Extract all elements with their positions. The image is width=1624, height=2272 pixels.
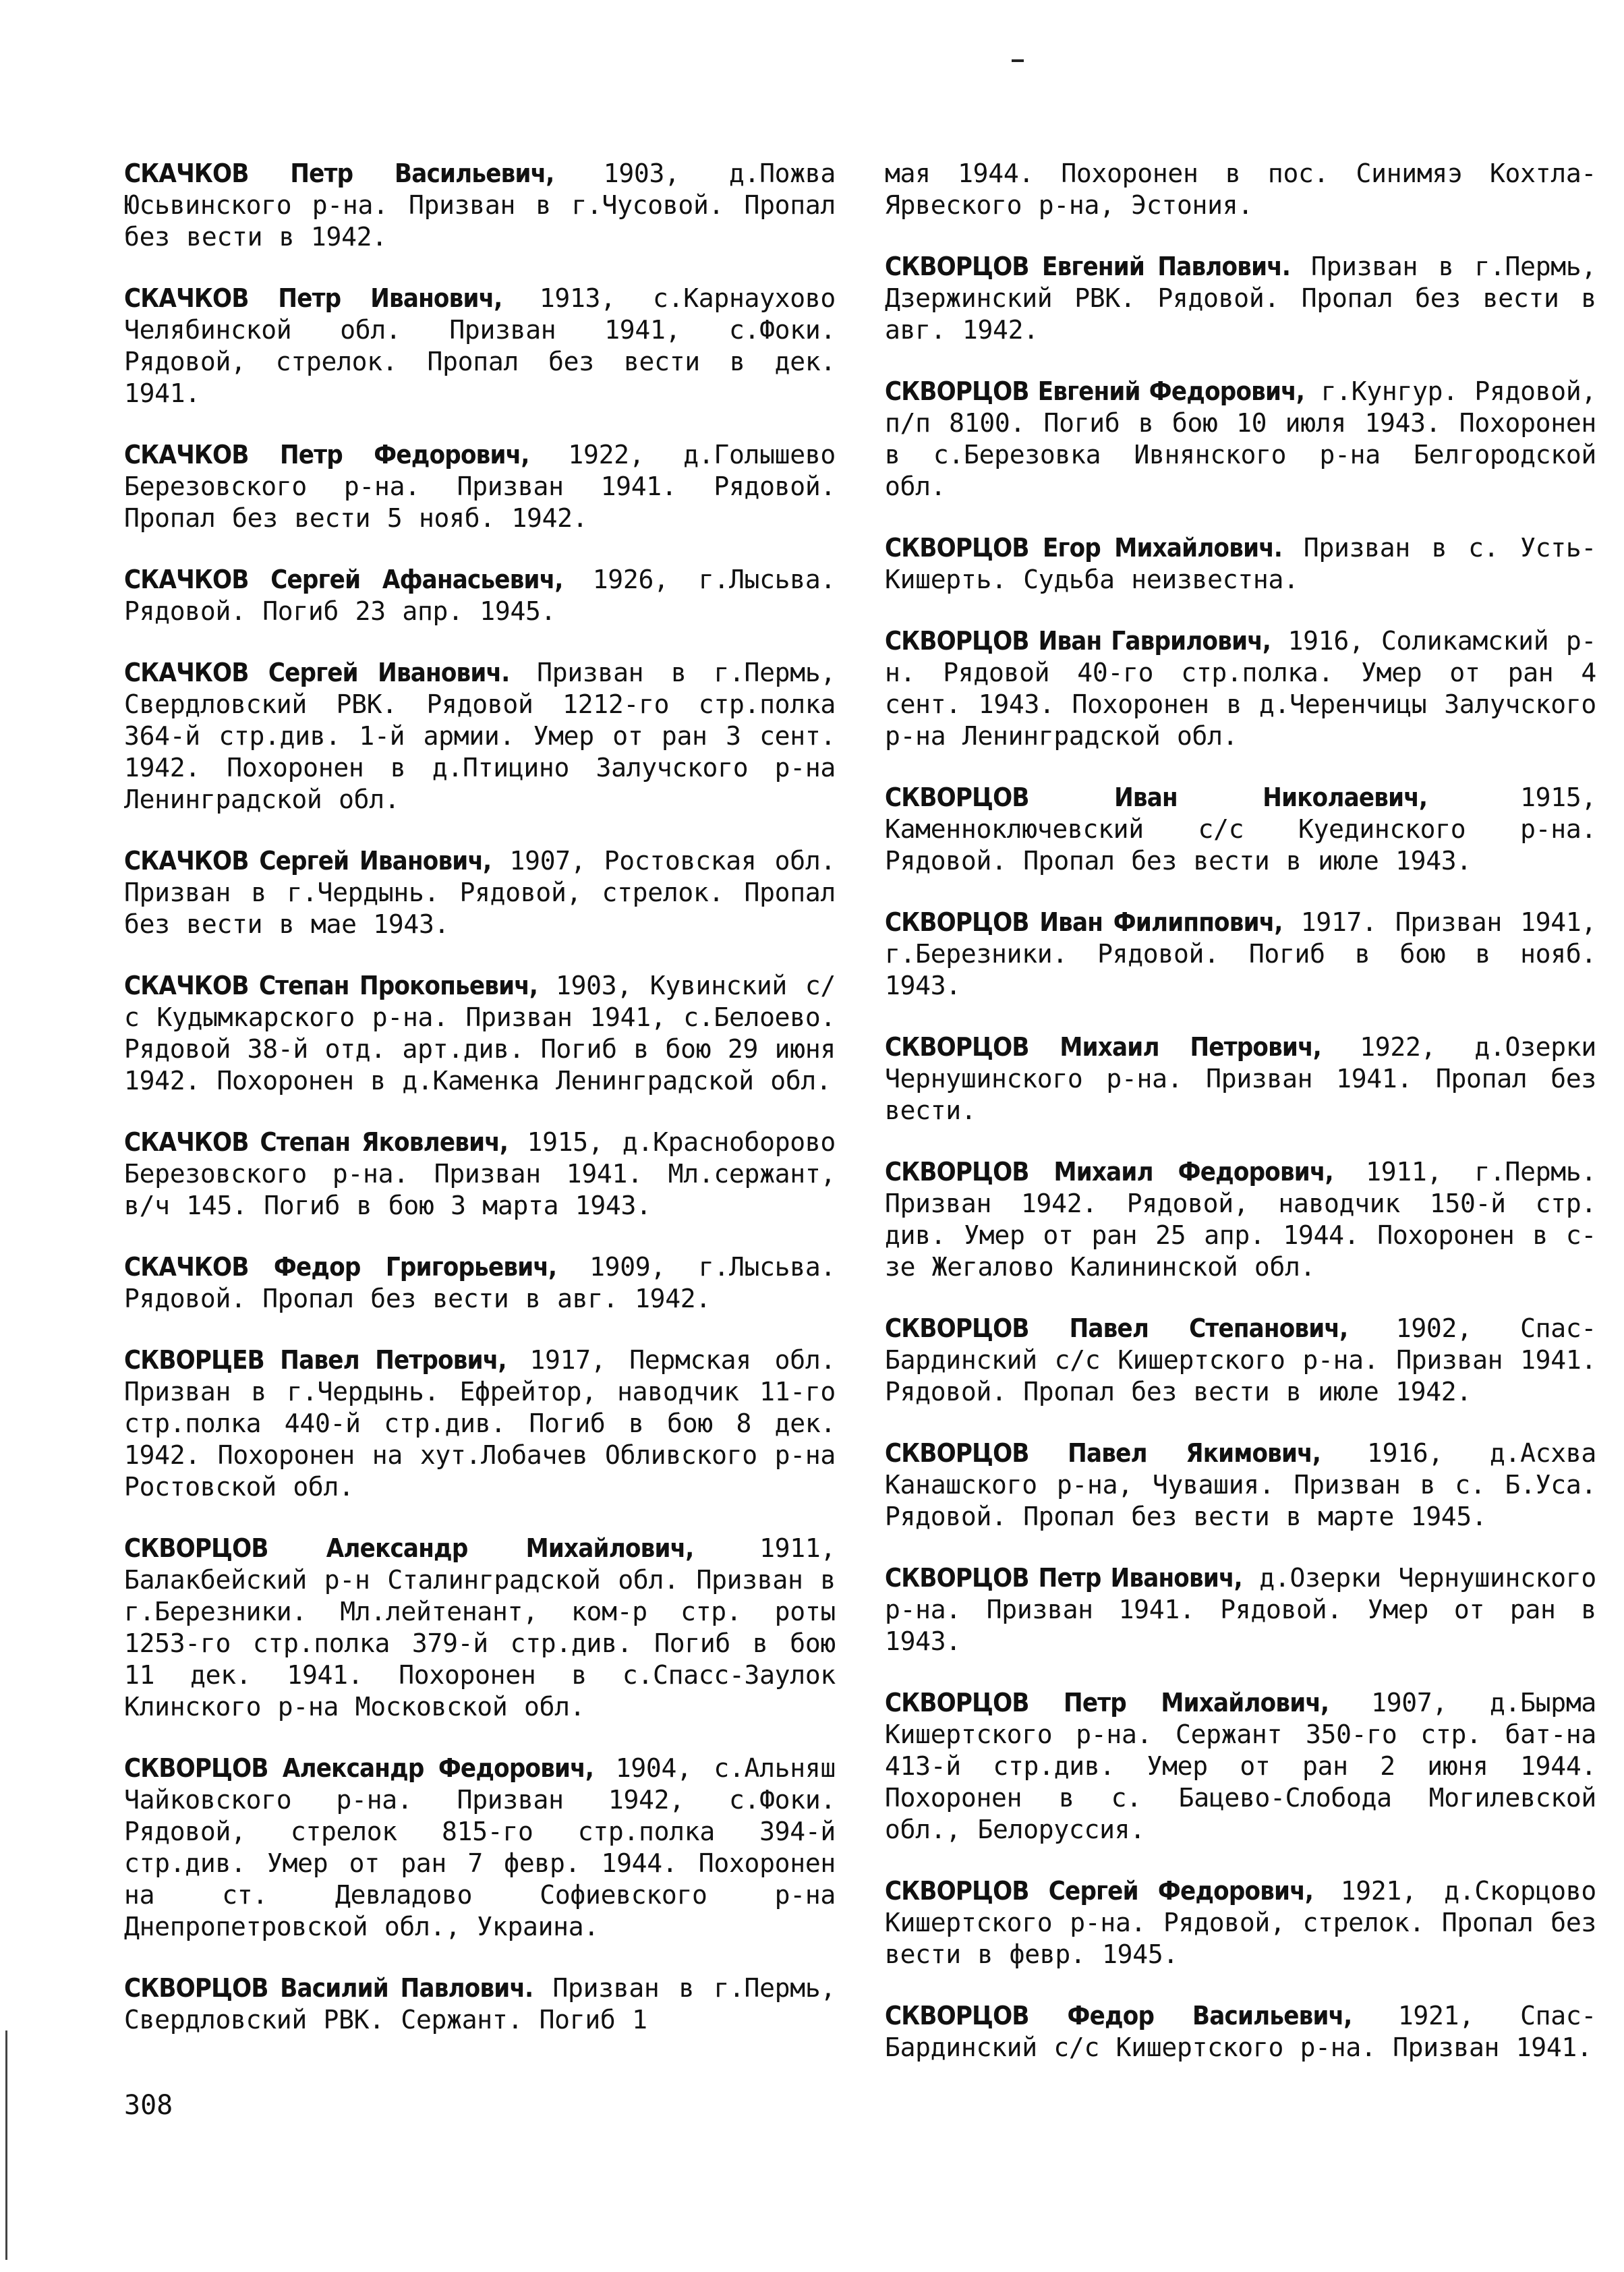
entry <box>885 625 1596 752</box>
entry-name: СКВОРЦОВ Евгений Федорович, <box>885 376 1305 406</box>
entry-name: СКВОРЦЕВ Павел Петрович, <box>124 1345 506 1375</box>
entry-text: 1902, Спас-Бардинский с/с Кишертского р-на. Призван 1941. Рядовой. Пропал без вести в июле 1942. <box>885 1313 1596 1407</box>
entry <box>124 564 836 627</box>
left-column <box>124 158 836 2066</box>
page-number: 308 <box>124 2090 173 2121</box>
entry-name: СКВОРЦОВ Михаил Федорович, <box>885 1157 1333 1187</box>
entry-name: СКАЧКОВ Петр Федорович, <box>124 440 529 470</box>
entry-text: 1916, д.Асхва Канашского р-на, Чувашия. Призван в с. Б.Уса. Рядовой. Пропал без вести в марте 1945. <box>885 1438 1597 1531</box>
entry <box>885 1438 1596 1533</box>
entry <box>885 1313 1596 1408</box>
entry-text: 1917, Пермская обл. Призван в г.Чердынь. Ефрейтор, наводчик 11-го стр.полка 440-й стр.див. Погиб в бою 8 дек. 1942. Похоронен на хут.Лобачев Обливского р-на Ростовской обл. <box>124 1345 836 1502</box>
entry-name: СКВОРЦОВ Иван Филиппович, <box>885 907 1283 937</box>
entry-name: СКВОРЦОВ Павел Якимович, <box>885 1438 1321 1468</box>
entry-text: 1909, г.Лысьва. Рядовой. Пропал без вести в авг. 1942. <box>124 1252 836 1313</box>
entry <box>124 1753 836 1943</box>
entry-name: СКВОРЦОВ Федор Васильевич, <box>885 2001 1352 2030</box>
entry <box>124 970 836 1097</box>
entry <box>885 1875 1596 1970</box>
entry <box>885 1031 1596 1127</box>
entry-text: 1911, г.Пермь. Призван 1942. Рядовой, наводчик 150-й стр. див. Умер от ран 25 апр. 1944. Похоронен в с-зе Жегалово Калининской обл. <box>885 1157 1597 1282</box>
entry-text: 1903, д.Пожва Юсьвинского р-на. Призван в г.Чусовой. Пропал без вести в 1942. <box>124 159 836 252</box>
entry-text: 1921, д.Скорцово Кишертского р-на. Рядовой, стрелок. Пропал без вести в февр. 1945. <box>885 1876 1596 1969</box>
entry <box>124 439 836 534</box>
entry-name: СКАЧКОВ Степан Яковлевич, <box>124 1127 509 1157</box>
entry-text: 1915, Каменноключевский с/с Куединского р-на. Рядовой. Пропал без вести в июле 1943. <box>885 783 1596 876</box>
entry-text: 1921, Спас-Бардинский с/с Кишертского р-на. Призван 1941. <box>885 2001 1596 2062</box>
entry-text: мая 1944. Похоронен в пос. Синимяэ Кохтла-Ярвеского р-на, Эстония. <box>885 159 1596 220</box>
entry-text: Призван в г.Пермь, Свердловский РВК. Рядовой 1212-го стр.полка 364-й стр.див. 1-й армии. Умер от ран 3 сент. 1942. Похоронен в д.Птицино Залучского р-на Ленинградской обл. <box>124 658 836 814</box>
entry <box>885 1562 1596 1657</box>
entry-name: СКВОРЦОВ Павел Степанович, <box>885 1313 1348 1343</box>
entry-text: 1907, Ростовская обл. Призван в г.Чердынь. Рядовой, стрелок. Пропал без вести в мае 1943. <box>124 846 836 939</box>
entry-name: СКВОРЦОВ Петр Михайлович, <box>885 1688 1329 1717</box>
entry <box>124 1972 836 2036</box>
entry-text: 1916, Соликамский р-н. Рядовой 40-го стр.полка. Умер от ран 4 сент. 1943. Похоронен в д.Черенчицы Залучского р-на Ленинградской обл. <box>885 626 1596 751</box>
entry-name: СКАЧКОВ Федор Григорьевич, <box>124 1252 557 1282</box>
entry <box>885 907 1596 1002</box>
entry-text: Призван в г.Пермь, Дзержинский РВК. Рядовой. Пропал без вести в авг. 1942. <box>885 252 1596 345</box>
entry-text: Призван в с. Усть-Кишерть. Судьба неизвестна. <box>885 533 1596 594</box>
entry-name: СКАЧКОВ Степан Прокопьевич, <box>124 971 538 1000</box>
entry <box>124 1533 836 1723</box>
entry-name: СКАЧКОВ Сергей Иванович. <box>124 658 510 687</box>
entry-name: СКАЧКОВ Сергей Афанасьевич, <box>124 565 563 594</box>
entry-text: 1903, Кувинский с/с Кудымкарского р-на. Призван 1941, с.Белоево. Рядовой 38-й отд. арт.див. Погиб в бою 29 июня 1942. Похоронен в д.Каменка Ленинградской обл. <box>124 971 836 1096</box>
entry-name: СКВОРЦОВ Иван Гаврилович, <box>885 626 1271 656</box>
entry-name: СКАЧКОВ Петр Васильевич, <box>124 159 554 188</box>
entry-name: СКАЧКОВ Сергей Иванович, <box>124 846 492 876</box>
entry <box>124 845 836 940</box>
entry-text: 1911, Балакбейский р-н Сталинградской обл. Призван в г.Березники. Мл.лейтенант, ком-р стр. роты 1253-го стр.полка 379-й стр.див. Погиб в бою 11 дек. 1941. Похоронен в с.Спасс-Заулок Клинского р-на Московской обл. <box>124 1533 836 1722</box>
entry-name: СКВОРЦОВ Евгений Павлович. <box>885 252 1291 281</box>
entry-text: д.Озерки Чернушинского р-на. Призван 1941. Рядовой. Умер от ран в 1943. <box>885 1563 1596 1656</box>
entry <box>885 532 1596 596</box>
entry-name: СКВОРЦОВ Василий Павлович. <box>124 1973 533 2003</box>
entry-name: СКВОРЦОВ Александр Федорович, <box>124 1753 594 1783</box>
entry-text: 1917. Призван 1941, г.Березники. Рядовой. Погиб в бою в нояб. 1943. <box>885 907 1597 1000</box>
entry <box>885 251 1596 346</box>
entry <box>124 1127 836 1222</box>
entry-text: 1922, д.Озерки Чернушинского р-на. Призван 1941. Пропал без вести. <box>885 1032 1596 1125</box>
entry-name: СКВОРЦОВ Иван Николаевич, <box>885 783 1428 812</box>
scan-mark <box>1012 59 1024 62</box>
entry <box>885 158 1596 221</box>
entry-text: 1913, с.Карнаухово Челябинской обл. Призван 1941, с.Фоки. Рядовой, стрелок. Пропал без вести в дек. 1941. <box>124 283 836 408</box>
entry-text: 1907, д.Бырма Кишертского р-на. Сержант 350-го стр. бат-на 413-й стр.див. Умер от ран 2 июня 1944. Похоронен в с. Бацево-Слобода Могилевской обл., Белоруссия. <box>885 1688 1596 1844</box>
entry <box>885 376 1596 503</box>
entry-name: СКВОРЦОВ Михаил Петрович, <box>885 1032 1321 1062</box>
entry-name: СКВОРЦОВ Александр Михайлович, <box>124 1533 694 1563</box>
entry <box>124 283 836 409</box>
entry <box>885 1156 1596 1283</box>
entry-name: СКВОРЦОВ Петр Иванович, <box>885 1563 1242 1593</box>
entry-text: 1904, с.Альняш Чайковского р-на. Призван 1942, с.Фоки. Рядовой, стрелок 815-го стр.полка 394-й стр.див. Умер от ран 7 февр. 1944. Похоронен на ст. Девладово Софиевского р-на Днепропетровской обл., Украина. <box>124 1753 836 1941</box>
entry-text: Призван в г.Пермь, Свердловский РВК. Сержант. Погиб 1 <box>124 1973 836 2035</box>
right-column <box>885 158 1596 2093</box>
entry-text: 1915, д.Красноборово Березовского р-на. Призван 1941. Мл.сержант, в/ч 145. Погиб в бою 3 марта 1943. <box>124 1127 836 1220</box>
entry <box>124 657 836 816</box>
entry-name: СКАЧКОВ Петр Иванович, <box>124 283 502 313</box>
entry <box>124 1251 836 1315</box>
entry <box>885 782 1596 877</box>
entry-name: СКВОРЦОВ Егор Михайлович. <box>885 533 1283 563</box>
entry-text: 1922, д.Голышево Березовского р-на. Призван 1941. Рядовой. Пропал без вести 5 нояб. 1942. <box>124 440 836 533</box>
entry <box>124 158 836 253</box>
entry <box>885 2000 1596 2064</box>
entry-text: г.Кунгур. Рядовой, п/п 8100. Погиб в бою 10 июля 1943. Похоронен в с.Березовка Ивнянского р-на Белгородской обл. <box>885 376 1597 501</box>
entry <box>885 1687 1596 1846</box>
entry-text: 1926, г.Лысьва. Рядовой. Погиб 23 апр. 1945. <box>124 565 836 626</box>
entry-name: СКВОРЦОВ Сергей Федорович, <box>885 1876 1314 1906</box>
scan-edge-line <box>5 2030 7 2260</box>
entry <box>124 1344 836 1503</box>
